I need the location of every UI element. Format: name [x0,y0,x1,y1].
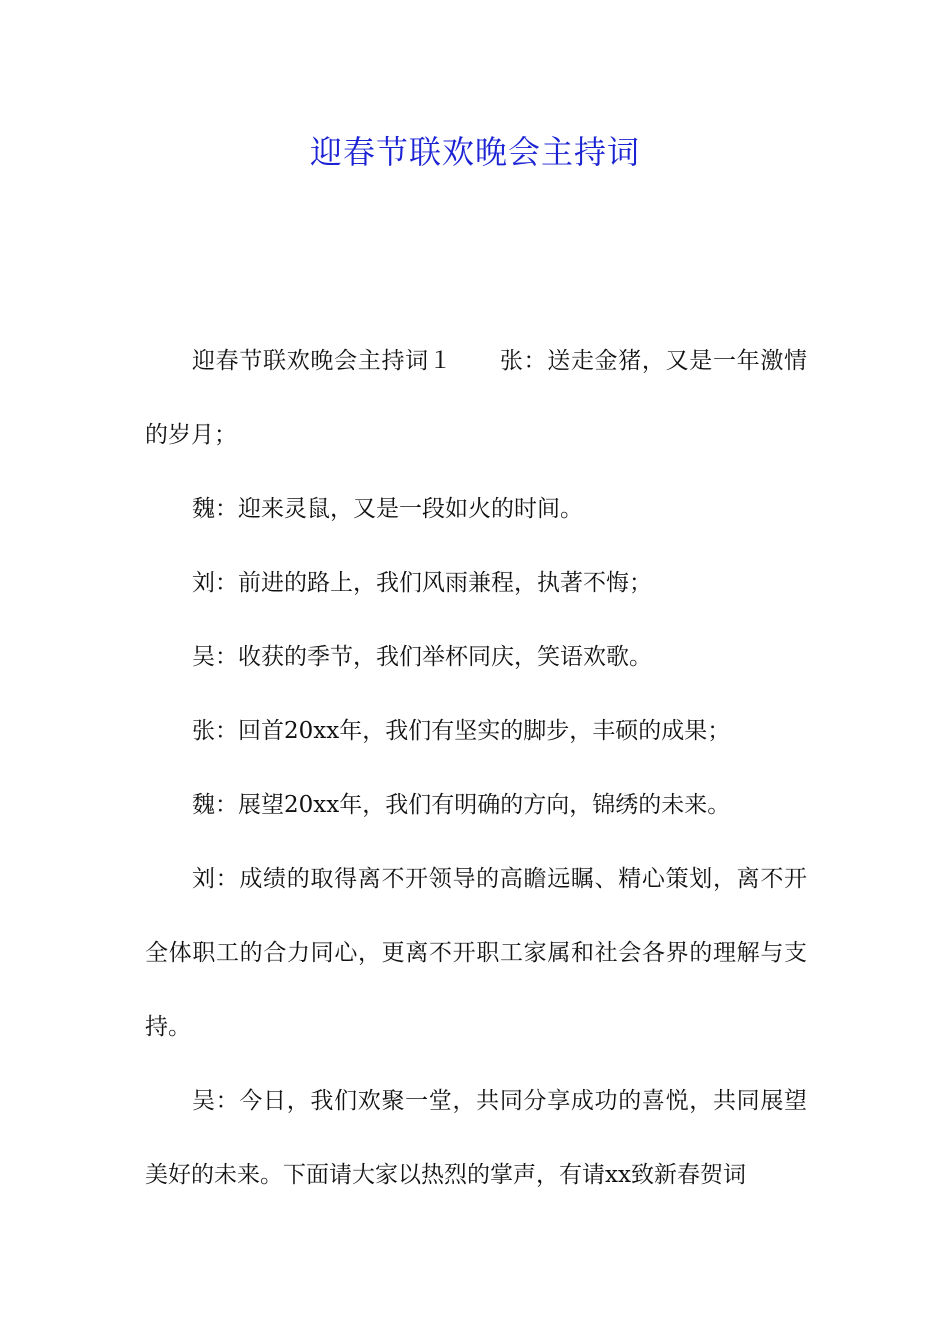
paragraph: 魏：迎来灵鼠，又是一段如火的时间。 [192,496,583,522]
paragraph: 迎春节联欢晚会主持词１ 张：送走金猪，又是一年激情的岁月； [145,348,807,448]
document-title: 迎春节联欢晚会主持词 [309,133,640,171]
document-body [145,324,807,1212]
paragraph: 刘：成绩的取得离不开领导的高瞻远瞩、精心策划，离不开全体职工的合力同心，更离不开职工家属和社会各界的理解与支持。 [145,866,807,1040]
paragraph: 刘：前进的路上，我们风雨兼程，执著不悔； [192,570,652,596]
paragraph: 张：回首20xx年，我们有坚实的脚步，丰硕的成果； [192,718,731,744]
paragraph: 吴：收获的季节，我们举杯同庆，笑语欢歌。 [192,644,652,670]
paragraph: 魏：展望20xx年，我们有明确的方向，锦绣的未来。 [192,792,731,818]
paragraph: 吴：今日，我们欢聚一堂，共同分享成功的喜悦，共同展望美好的未来。下面请大家以热烈的掌声，有请xx致新春贺词 [145,1088,807,1188]
